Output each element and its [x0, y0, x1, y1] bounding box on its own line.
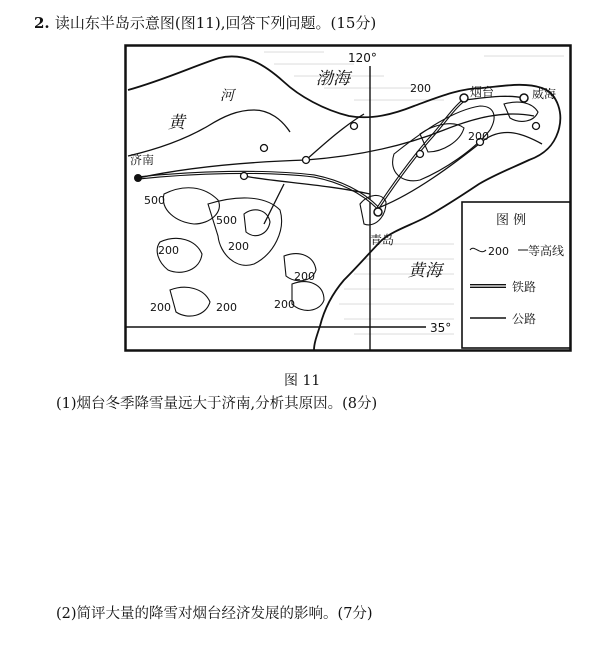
sub-question-1: (1)烟台冬季降雪量远大于济南,分析其原因。(8分)	[56, 396, 378, 412]
legend-highway-label: 公路	[512, 312, 537, 326]
weihai-label: 威海	[532, 87, 557, 101]
contour-value: 200	[158, 244, 179, 257]
legend-railway-label: 铁路	[512, 280, 537, 294]
jinan-label: 济南	[130, 153, 155, 167]
city-dot-jinan	[134, 174, 142, 182]
question-number: 2.	[34, 14, 50, 32]
question-title	[34, 12, 376, 33]
meridian-label: 120°	[348, 51, 377, 65]
sub-question-2: (2)简评大量的降雪对烟台经济发展的影响。(7分)	[56, 606, 373, 622]
contour-value: 200	[468, 130, 489, 143]
bohai-label: 渤海	[316, 69, 350, 89]
town-dot	[241, 173, 248, 180]
city-dot-qingdao	[374, 208, 382, 216]
yantai-label: 烟台	[470, 85, 495, 99]
yellow-river-label-2: 河	[220, 88, 234, 104]
town-dot	[533, 123, 540, 130]
question-text: 读山东半岛示意图(图11),回答下列问题。(15分)	[54, 14, 377, 32]
town-dot	[351, 123, 358, 130]
town-dot	[303, 157, 310, 164]
contour-value: 200	[294, 270, 315, 283]
yellow-river-label-1: 黄	[168, 113, 185, 133]
legend-contour-label: 等高线	[528, 244, 565, 258]
parallel-label: 35°	[430, 321, 452, 335]
city-dot-weihai	[520, 94, 528, 102]
contour-value: 200	[274, 298, 295, 311]
contour-value: 200	[216, 301, 237, 314]
town-dot	[261, 145, 268, 152]
legend	[462, 202, 570, 348]
contour-value: 200	[150, 301, 171, 314]
shandong-peninsula-map	[124, 44, 572, 352]
city-dot-yantai	[460, 94, 468, 102]
contour-value: 500	[144, 194, 165, 207]
legend-title: 图 例	[496, 213, 527, 228]
figure-caption: 图 11	[284, 373, 321, 389]
yellow-sea-label: 黄海	[408, 261, 442, 281]
contour-value: 500	[216, 214, 237, 227]
town-dot	[417, 151, 424, 158]
contour-value: 200	[410, 82, 431, 95]
contour-value: 200	[228, 240, 249, 253]
legend-contour-sample: 200	[488, 245, 509, 258]
qingdao-label: 青岛	[370, 233, 395, 247]
